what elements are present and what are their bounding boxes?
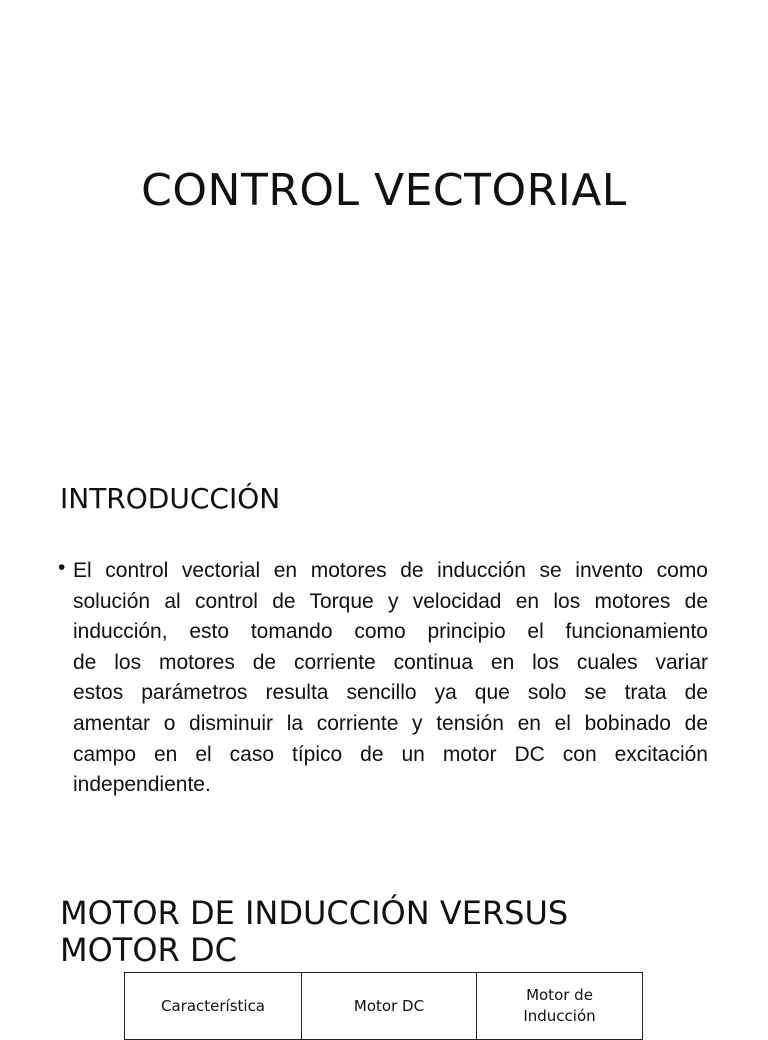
intro-heading: INTRODUCCIÓN [60, 482, 281, 515]
paragraph-line: independiente. [73, 773, 211, 797]
slide-title: CONTROL VECTORIAL [141, 165, 627, 216]
comparison-table [124, 972, 643, 1040]
paragraph-line: campo en el caso típico de un motor DC con excitación [73, 742, 708, 766]
header-cell-characteristic: Característica [125, 973, 302, 1040]
comparison-heading [60, 895, 568, 969]
paragraph-line: inducción, esto tomando como principio el funcionamiento [73, 620, 708, 644]
header-cell-induction-motor: Motor de Inducción [477, 973, 643, 1040]
header-cell-motor-dc: Motor DC [302, 973, 477, 1040]
comparison-heading-line: MOTOR DE INDUCCIÓN VERSUS [60, 894, 569, 932]
bullet-marker: • [58, 556, 66, 579]
intro-paragraph [73, 556, 708, 801]
paragraph-line: estos parámetros resulta sencillo ya que solo se trata de [73, 681, 708, 705]
paragraph-line: de los motores de corriente continua en los cuales variar [73, 650, 708, 674]
paragraph-line: amentar o disminuir la corriente y tensión en el bobinado de [73, 711, 708, 735]
paragraph-line: El control vectorial en motores de inducción se invento como [73, 559, 708, 582]
table-header-row [125, 973, 643, 1040]
paragraph-line: solución al control de Torque y velocidad en los motores de [73, 589, 708, 613]
comparison-heading-line: MOTOR DC [60, 931, 237, 969]
